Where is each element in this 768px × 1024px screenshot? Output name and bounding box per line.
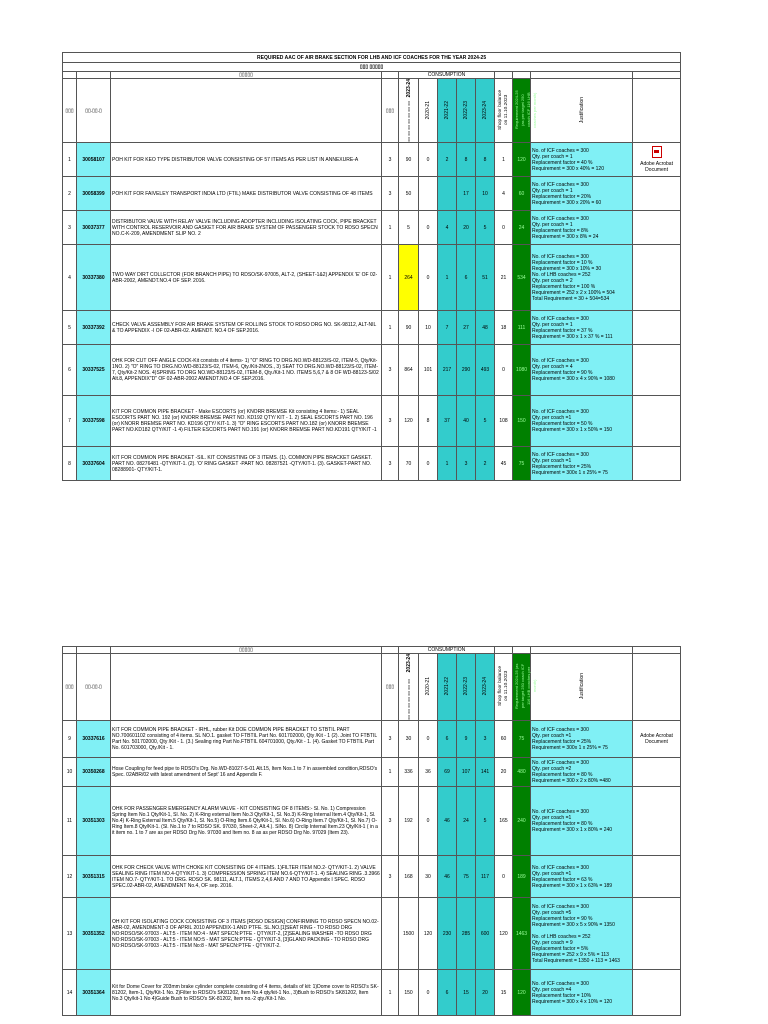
row-requirement: 240 <box>513 787 531 856</box>
row-consumption-2021-22: 1 <box>438 447 457 481</box>
row-justification: No. of ICF coaches = 300 Qty. per coach = 1 Replacement factor = 8% Requirement = 300 x 8% = 24 <box>531 211 633 245</box>
table-row <box>63 787 681 856</box>
table-row <box>63 396 681 447</box>
row-consumption-2023-24: 51 <box>476 245 495 311</box>
row-shop-floor-balance: 21 <box>495 245 513 311</box>
stock-header: Shop floor balance on 11.10.2023 <box>497 666 509 707</box>
row-requirement: 1463 <box>513 898 531 970</box>
row-unit <box>382 898 399 970</box>
row-consumption-2020-21: 0 <box>419 143 438 177</box>
table-row <box>63 211 681 245</box>
year-header: 2023-24 <box>405 654 412 673</box>
row-justification: No. of ICF coaches = 300 Replacement factor = 10 % Requirement = 300 x 10% = 30 No. of LHB coaches = 252 Qty. per coach = 2 Replacement factor = 100 % Requirement = 252 x 2 x 100% = 504 Total Requirement = 30 + 504=534 <box>531 245 633 311</box>
row-consumption-2020-21: 30 <box>419 856 438 898</box>
row-justification: No. of ICF coaches = 300 Qty. per coach =4 Replacement factor = 10% Requirement = 300 x 4 x 10% = 120 <box>531 970 633 1016</box>
row-pl-number: 30350268 <box>77 758 111 787</box>
row-shop-floor-balance: 108 <box>495 396 513 447</box>
row-consumption-2023-24: 493 <box>476 345 495 396</box>
unit-header: ▯▯▯ <box>382 654 399 721</box>
stock-header: Shop floor balance on 11.10.2023 <box>497 89 509 130</box>
table-row <box>63 856 681 898</box>
row-aac-2023-24: 120 <box>399 396 419 447</box>
justification-header: Justification <box>578 96 585 123</box>
row-unit: 1 <box>382 970 399 1016</box>
row-unit: 3 <box>382 856 399 898</box>
empty-cell <box>633 447 681 481</box>
row-shop-floor-balance: 0 <box>495 856 513 898</box>
row-shop-floor-balance: 45 <box>495 447 513 481</box>
row-consumption-2023-24: 2 <box>476 447 495 481</box>
table-row <box>63 970 681 1016</box>
row-aac-2023-24: 90 <box>399 311 419 345</box>
row-serial-number: 8 <box>63 447 77 481</box>
row-consumption-2021-22: 1 <box>438 245 457 311</box>
document-subtitle: ▯▯▯ ▯▯▯▯▯ <box>63 63 681 72</box>
table-row <box>63 721 681 758</box>
consumption-header: CONSUMPTION <box>399 72 495 79</box>
plno-header: ▯▯.▯▯.▯ <box>77 79 111 143</box>
justification-header: Justification <box>578 673 585 700</box>
row-aac-2023-24: 336 <box>399 758 419 787</box>
row-pl-number: 30351315 <box>77 856 111 898</box>
row-item-description: POH KIT FOR KEO TYPE DISTRIBUTOR VALVE CONSISTING OF 57 ITEMS AS PER LIST IN ANNEXURE-A <box>111 143 382 177</box>
row-unit: 3 <box>382 396 399 447</box>
row-consumption-2020-21: 0 <box>419 245 438 311</box>
row-pl-number: 30337598 <box>77 396 111 447</box>
row-requirement: 111 <box>513 311 531 345</box>
row-requirement: 534 <box>513 245 531 311</box>
table-row <box>63 898 681 970</box>
row-unit: 1 <box>382 758 399 787</box>
table-row <box>63 245 681 311</box>
row-item-description: OHK FOR CUT OFF ANGLE COCK-Kit consists of 4 items- 1) "O" RING TO DRG.NO.WD-88123/S-02, ITEM-5, Qty/Kit-1NO. 2) "O" RING TO DRG.NO.WD-88123/S-02, ITEM-6, Qty./Kit-2NOS., 3) SEAT TO DRG.NO.WD-88123/S-02, ITEM-7, Qty/Kit-2 NOS. 4)SPRING TO DRG NO.WD-88123/S-02, ITEM-8, Qty./Kit-1 NO. ITEMS 5,6,7 & 8 OF WD-88123-S/02 Alt.8, APPENDIX"D" OF 02-ABR-2002 AMENDT.NO.4 OF SEP.2016. <box>111 345 382 396</box>
empty-cell <box>633 970 681 1016</box>
year-2022-header: 2022-23 <box>463 100 469 119</box>
row-pl-number: 30351303 <box>77 787 111 856</box>
row-item-description: Hose Coupling for feed pipe to RDSO's Drg. No.WD-81027-S-01 Alt.15, Item Nos.1 to 7 in assembled condition,RDSO's Spec. 02ABR/02 with latest amendment of Sept' 16 and Appendix F. <box>111 758 382 787</box>
row-shop-floor-balance: 120 <box>495 898 513 970</box>
table-row <box>63 758 681 787</box>
adobe-acrobat-attachment[interactable] <box>634 146 679 173</box>
row-item-description: KIT FOR COMMON PIPE BRACKET - IRHL, rubber Kit DOE COMMON PIPE BRACKET TO STBTIL PART NO.700601102 consisting of 4 items. SL NO.1. gasket TO FTBTIL Part No. 601702000, Qty /Kit - 1 (2). Joint TO FTBTIL Part No. 501702000, Qty /Kit - 1. (3.) Sealing ring Part No.FTBTIL 604701000, Qty./Kit - 1. (4). Gasket TO FTBTIL Part No. 601703000, Qty./Kit - 1. <box>111 721 382 758</box>
row-requirement: 75 <box>513 447 531 481</box>
year-2021-header: 2021-22 <box>444 677 450 696</box>
row-pl-number: 30337616 <box>77 721 111 758</box>
row-item-description: OHK FOR CHECK VALVE WITH CHOKE KIT CONSISTING OF 4 ITEMS. 1)FILTER ITEM NO.2- QTY/KIT-1. 2) VALVE SEALING RING ITEM NO.4-QTY/KIT-1. 3) COMPRESSION SPRING ITEM NO.6-QTY/KIT-1. 4) SEALING RING .3.3966 ITEM NO.7- QTY/KIT-1. TO DRG. RDSO SK. 98111, ALT.1, ITEMS 2,4,6 AND 7 AND TO Appendix I SPEC. RDSO SPEC.02-ABR-02, AMENDMENT No.4, OF sep. 2016. <box>111 856 382 898</box>
row-serial-number: 14 <box>63 970 77 1016</box>
attachment-cell <box>633 721 681 758</box>
row-consumption-2023-24: 3 <box>476 721 495 758</box>
empty-cell <box>633 177 681 211</box>
year-2021-header: 2021-22 <box>444 100 450 119</box>
consumption-header: CONSUMPTION <box>399 647 495 654</box>
row-item-description: CHECK VALVE ASSEMBLY FOR AIR BRAKE SYSTEM OF ROLLING STOCK TO RDSO DRG NO. SK-98112, ALT-NIL & TO APPENDIX -I OF 02-ABR-02. AMENDT. NO.4 OF SEP.2016. <box>111 311 382 345</box>
row-pl-number: 30337380 <box>77 245 111 311</box>
row-aac-2023-24: 90 <box>399 143 419 177</box>
empty-cell <box>633 856 681 898</box>
row-item-description: KIT FOR COMMON PIPE BRACKET -SIL. KIT CONSISTING OF 3 ITEMS. (1). COMMON PIPE BRACKET GASKET. PART NO. 08276481 -QTY/KIT-1. (2). 'O' RING GASKET -PART NO. 08287521 -QTY/KIT-1. (3). GASKET-PART NO. 08288901- QTY/KIT-1. <box>111 447 382 481</box>
row-consumption-2022-23: 20 <box>457 211 476 245</box>
row-consumption-2022-23: 40 <box>457 396 476 447</box>
aac-table-page-1 <box>62 52 681 481</box>
row-consumption-2021-22: 230 <box>438 898 457 970</box>
row-consumption-2020-21: 36 <box>419 758 438 787</box>
empty-cell <box>633 245 681 311</box>
table-row <box>63 447 681 481</box>
row-consumption-2022-23: 17 <box>457 177 476 211</box>
row-requirement: 189 <box>513 856 531 898</box>
row-consumption-2022-23: 8 <box>457 143 476 177</box>
row-aac-2023-24: 50 <box>399 177 419 211</box>
empty-cell <box>633 787 681 856</box>
row-aac-2023-24: 168 <box>399 856 419 898</box>
row-unit: 3 <box>382 143 399 177</box>
row-serial-number: 4 <box>63 245 77 311</box>
row-aac-2023-24: 30 <box>399 721 419 758</box>
row-consumption-2023-24: 5 <box>476 396 495 447</box>
aac-header: ▯▯▯▯▯▯▯ <box>405 678 412 721</box>
attachment-label: Adobe Acrobat Document <box>640 161 673 174</box>
row-requirement: 75 <box>513 721 531 758</box>
row-item-description: TWO WAY DIRT COLLECTOR (FOR BRANCH PIPE) TO RDSO/SK-97005, ALT-2, (SHEET-1&2) APPENDIX 'E' OF 02-ABR-2002, AMENDT.NO.4 OF SEP. 2016. <box>111 245 382 311</box>
row-justification: No. of ICF coaches = 300 Qty. per coach =1 Replacement factor = 50 % Requirement = 300 x 1 x 50% = 150 <box>531 396 633 447</box>
row-unit: 3 <box>382 787 399 856</box>
row-requirement: 120 <box>513 143 531 177</box>
row-unit: 1 <box>382 245 399 311</box>
row-aac-2023-24: 1500 <box>399 898 419 970</box>
year-2022-header: 2022-23 <box>463 677 469 696</box>
row-unit: 3 <box>382 447 399 481</box>
row-consumption-2023-24: 48 <box>476 311 495 345</box>
row-justification: No. of ICF coaches = 300 Qty. per coach =5 Replacement factor = 90 % Requirement = 300 x 5 x 90% = 1350 No. of LHB coaches = 252 Qty. per coach = 9 Replacement factor = 5% Requirement = 252 x 9 x 5% = 113 Total Requirement = 1350 + 113 = 1463 <box>531 898 633 970</box>
row-aac-2023-24: 264 <box>399 245 419 311</box>
row-consumption-2022-23: 290 <box>457 345 476 396</box>
row-aac-2023-24: 70 <box>399 447 419 481</box>
empty-cell <box>633 211 681 245</box>
row-consumption-2023-24: 5 <box>476 211 495 245</box>
row-shop-floor-balance: 1 <box>495 143 513 177</box>
item-header: ▯▯▯▯▯ <box>111 72 382 79</box>
row-consumption-2022-23: 27 <box>457 311 476 345</box>
row-consumption-2022-23: 15 <box>457 970 476 1016</box>
row-unit: 1 <box>382 211 399 245</box>
year-2023-header: 2023-24 <box>482 100 488 119</box>
row-consumption-2021-22: 37 <box>438 396 457 447</box>
row-serial-number: 2 <box>63 177 77 211</box>
row-pl-number: 30337392 <box>77 311 111 345</box>
table-row <box>63 177 681 211</box>
row-consumption-2021-22: 4 <box>438 211 457 245</box>
row-consumption-2022-23: 285 <box>457 898 476 970</box>
row-justification: No. of ICF coaches = 300 Qty. per coach =1 Replacement factor = 25% Requirement = 300x 1 x 25% = 75 <box>531 721 633 758</box>
row-consumption-2020-21 <box>419 177 438 211</box>
row-consumption-2020-21: 0 <box>419 211 438 245</box>
row-item-description: POH KIT FOR FAIVELEY TRANSPORT INDIA LTD (FTIL) MAKE DISTRIBUTOR VALVE CONSISTING OF 48 ITEMS <box>111 177 382 211</box>
row-unit: 3 <box>382 345 399 396</box>
row-item-description: OHK FOR PASSENGER EMERGENCY ALARM VALVE - KIT CONSISTING OF 8 ITEMS:- Sl. No. 1) Compression Spring Item No.1 Qty/Kit-1, Sl. No. 2) K-Ring external Item No.3 Qty/Kit-1, Sl. No.3) K-Ring Internal Item.4 Qty/Kit-1, Sl. No.4) K-Ring External Item.5 Qty/Kit-1, Sl. No.5) O-Ring Item.6 Qty/Kit-1, Sl. No.6) O-Ring Item.7 Qty/Kit-1, Sl. No.7) O-Ring Item.8 Qty/Kit-1. (Sl. No.1 to 7 to RDSO SK. 97030, Sheet-2, Alt.4.). SlNo. 8) Circlip Internal Item.23 Qty/Kit-1 ( in a it item no. 1 to 7 are as per RDSO Drg No. 97030 and Item no. 8 as as per RDSO Drg No. 97029 (Item 23). <box>111 787 382 856</box>
row-consumption-2021-22: 7 <box>438 311 457 345</box>
row-shop-floor-balance: 60 <box>495 721 513 758</box>
row-consumption-2022-23: 24 <box>457 787 476 856</box>
row-item-description: DISTRIBUTOR VALVE WITH RELAY VALVE INCLUDING ADOPTER INCLUDING ISOLATING COCK, PIPE BRACKET WITH CONTROL RESERVOIR AND GASKET FOR AIR BRAKE SYSTEM OF PASSENGER STOCK TO RDSO SPECN NO.C-K-209, AMENDMENT SLIP NO. 2 <box>111 211 382 245</box>
row-consumption-2023-24: 141 <box>476 758 495 787</box>
table-row <box>63 311 681 345</box>
row-aac-2023-24: 192 <box>399 787 419 856</box>
attachment-label: Adobe Acrobat Document <box>640 733 673 746</box>
empty-cell <box>633 345 681 396</box>
row-consumption-2021-22: 2 <box>438 143 457 177</box>
table-row <box>63 345 681 396</box>
row-consumption-2022-23: 75 <box>457 856 476 898</box>
row-requirement: 150 <box>513 396 531 447</box>
row-shop-floor-balance: 0 <box>495 345 513 396</box>
row-shop-floor-balance: 0 <box>495 211 513 245</box>
plno-header: ▯▯.▯▯.▯ <box>77 654 111 721</box>
row-requirement: 1080 <box>513 345 531 396</box>
row-serial-number: 5 <box>63 311 77 345</box>
row-item-description: Kit for Dome Cover for 203mm brake cylinder complete consisting of 4 items, details of kit: 1)Dome cover to RDSO's SK-81202, Item-1, Qty/Kit-1 No. 2)Filter to RDSO's SK81202, Item No.4 qty/kit-1 No., 3)Bush to RDSO's SK81202, Item No.3 Qty/kit-1 No 4)Guide Bush to RDSO's SK-81202, Item no.-2 qty./Kit-1 No. <box>111 970 382 1016</box>
row-requirement: 120 <box>513 970 531 1016</box>
row-aac-2023-24: 864 <box>399 345 419 396</box>
row-consumption-2021-22: 69 <box>438 758 457 787</box>
pdf-file-icon <box>652 146 662 158</box>
row-pl-number: 30351364 <box>77 970 111 1016</box>
row-consumption-2023-24: 20 <box>476 970 495 1016</box>
row-consumption-2021-22: 6 <box>438 721 457 758</box>
row-pl-number: 30351352 <box>77 898 111 970</box>
empty-cell <box>633 758 681 787</box>
aac-table-page-2 <box>62 646 681 1016</box>
row-pl-number: 30337525 <box>77 345 111 396</box>
row-consumption-2021-22: 46 <box>438 787 457 856</box>
sno-header: ▯▯▯ <box>63 79 77 143</box>
empty-cell <box>633 898 681 970</box>
row-aac-2023-24: 5 <box>399 211 419 245</box>
row-shop-floor-balance: 4 <box>495 177 513 211</box>
row-serial-number: 11 <box>63 787 77 856</box>
year-2020-header: 2020-21 <box>425 100 431 119</box>
row-consumption-2023-24: 10 <box>476 177 495 211</box>
row-shop-floor-balance: 20 <box>495 758 513 787</box>
row-serial-number: 1 <box>63 143 77 177</box>
row-justification: No. of ICF coaches = 300 Qty. per coach =1 Replacement factor = 25% Requirement = 300x 1 x 25% = 75 <box>531 447 633 481</box>
attachment-cell <box>633 143 681 177</box>
row-consumption-2021-22: 6 <box>438 970 457 1016</box>
unit-header: ▯▯▯ <box>382 79 399 143</box>
row-pl-number: 30337604 <box>77 447 111 481</box>
row-pl-number: 30058107 <box>77 143 111 177</box>
row-consumption-2022-23: 107 <box>457 758 476 787</box>
row-requirement: 60 <box>513 177 531 211</box>
row-unit: 1 <box>382 311 399 345</box>
row-unit: 3 <box>382 177 399 211</box>
requirement-header: Requirement 2024-25 (as per target 250 coach ICF 116 LHB coaches per month) <box>514 90 537 130</box>
row-consumption-2020-21: 0 <box>419 970 438 1016</box>
row-justification: No. of ICF coaches = 300 Qty. per coach = 1 Replacement factor = 37 % Requirement = 300 x 1 x 37 % = 111 <box>531 311 633 345</box>
row-consumption-2022-23: 3 <box>457 447 476 481</box>
row-justification: No. of ICF coaches = 300 Qty. per coach =1 Replacement factor = 80 % Requirement = 300 x 1 x 80% = 240 <box>531 787 633 856</box>
item-header: ▯▯▯▯▯ <box>111 647 382 654</box>
row-consumption-2021-22 <box>438 177 457 211</box>
row-consumption-2022-23: 6 <box>457 245 476 311</box>
sno-header: ▯▯▯ <box>63 654 77 721</box>
row-item-description: OH KIT FOR ISOLATING COCK CONSISTING OF 3 ITEMS [RDSO DESIGN] CONFIRMING TO RDSO SPECN NO.02-ABR-02, AMENDMENT-3 OF APRIL 2010 APPENDIX-1 AND PTFE. SL.NO.[1]SEAT RING - TO RDSO DRG NO:RDSO/SK-97003 - ALT:5 - ITEM NO:4 - MAT SPECN:PTFE - QTY/KIT-2, [2]SEALING WASHER -TO RDSO DRG NO:RDSO/SK-97003 - ALT:5 - ITEM NO:5 - MAT SPECN:PTFE - QTY/KIT-3, [3]GLAND PACKING - TO RDSO DRG NO:RDSO/SK-97003 - ALT:5 - ITEM No:8 - MAT SPECN:PTFE - QTY/KIT-2. <box>111 898 382 970</box>
row-requirement: 24 <box>513 211 531 245</box>
document-title: REQUIRED AAC OF AIR BRAKE SECTION FOR LHB AND ICF COACHES FOR THE YEAR 2024-25 <box>63 53 681 63</box>
row-aac-2023-24: 150 <box>399 970 419 1016</box>
requirement-header: Requirement 2024-25 (as per target 250 coach ICF 116 LHB coaches per month) <box>514 663 538 709</box>
row-justification: No. of ICF coaches = 300 Qty. per coach = 1 Replacement factor = 20% Requirement = 300 x 20% = 60 <box>531 177 633 211</box>
row-justification: No. of ICF coaches = 300 Qty. per coach =2 Replacement factor = 80 % Requirement = 300 x 2 x 80% =480 <box>531 758 633 787</box>
row-consumption-2023-24: 5 <box>476 787 495 856</box>
row-consumption-2020-21: 0 <box>419 447 438 481</box>
row-serial-number: 3 <box>63 211 77 245</box>
row-serial-number: 6 <box>63 345 77 396</box>
adobe-acrobat-attachment[interactable] <box>634 733 679 745</box>
row-consumption-2020-21: 120 <box>419 898 438 970</box>
year-header: 2023-24 <box>405 79 412 98</box>
row-serial-number: 9 <box>63 721 77 758</box>
aac-header: ▯▯▯▯▯▯▯ <box>405 100 412 143</box>
table-row <box>63 143 681 177</box>
row-shop-floor-balance: 18 <box>495 311 513 345</box>
row-item-description: KIT FOR COMMON PIPE BRACKET - Make ESCORTS (or) KNORR BREMSE Kit consisting 4 Items:- 1) SEAL ESCORTS PART NO. 192 (or) KNORR BREMSE PART NO. KD192 QTY/ KIT - 1. 2) SEAL ESCORTS PART NO. 196 (or) KNORR BREMSE PART NO. KD196 QTY/ KIT-1. 3) "O" RING ESCORTS PART NO.182 (or) KNORR BREMSE PART NO.KD182 QTY/KIT -1 4) FILTER ESCORTS PART NO.191 (or) KNORR BREMSE PART NO.KD191 QTY/KIT -1 <box>111 396 382 447</box>
empty-cell <box>633 396 681 447</box>
row-consumption-2020-21: 8 <box>419 396 438 447</box>
row-unit: 3 <box>382 721 399 758</box>
row-consumption-2023-24: 117 <box>476 856 495 898</box>
row-justification: No. of ICF coaches = 300 Qty. per coach = 4 Replacement factor = 90 % Requirement = 300 x 4 x 90% = 1080 <box>531 345 633 396</box>
row-consumption-2020-21: 10 <box>419 311 438 345</box>
row-consumption-2020-21: 0 <box>419 787 438 856</box>
year-2023-header: 2023-24 <box>482 677 489 696</box>
row-consumption-2023-24: 600 <box>476 898 495 970</box>
row-justification: No. of ICF coaches = 300 Qty. per coach =1 Replacement factor = 63 % Requirement = 300 x 1 x 63% = 189 <box>531 856 633 898</box>
row-serial-number: 13 <box>63 898 77 970</box>
row-justification: No. of ICF coaches = 300 Qty. per coach = 1 Replacement factor = 40 % Requirement = 300 x 40% = 120 <box>531 143 633 177</box>
year-2020-header: 2020-21 <box>425 677 431 696</box>
row-pl-number: 30037377 <box>77 211 111 245</box>
row-shop-floor-balance: 15 <box>495 970 513 1016</box>
row-requirement: 480 <box>513 758 531 787</box>
row-consumption-2022-23: 9 <box>457 721 476 758</box>
row-serial-number: 7 <box>63 396 77 447</box>
row-shop-floor-balance: 165 <box>495 787 513 856</box>
row-pl-number: 30058399 <box>77 177 111 211</box>
row-serial-number: 12 <box>63 856 77 898</box>
row-consumption-2020-21: 0 <box>419 721 438 758</box>
empty-cell <box>633 311 681 345</box>
row-consumption-2020-21: 101 <box>419 345 438 396</box>
row-serial-number: 10 <box>63 758 77 787</box>
row-consumption-2021-22: 217 <box>438 345 457 396</box>
row-consumption-2021-22: 46 <box>438 856 457 898</box>
row-consumption-2023-24: 8 <box>476 143 495 177</box>
